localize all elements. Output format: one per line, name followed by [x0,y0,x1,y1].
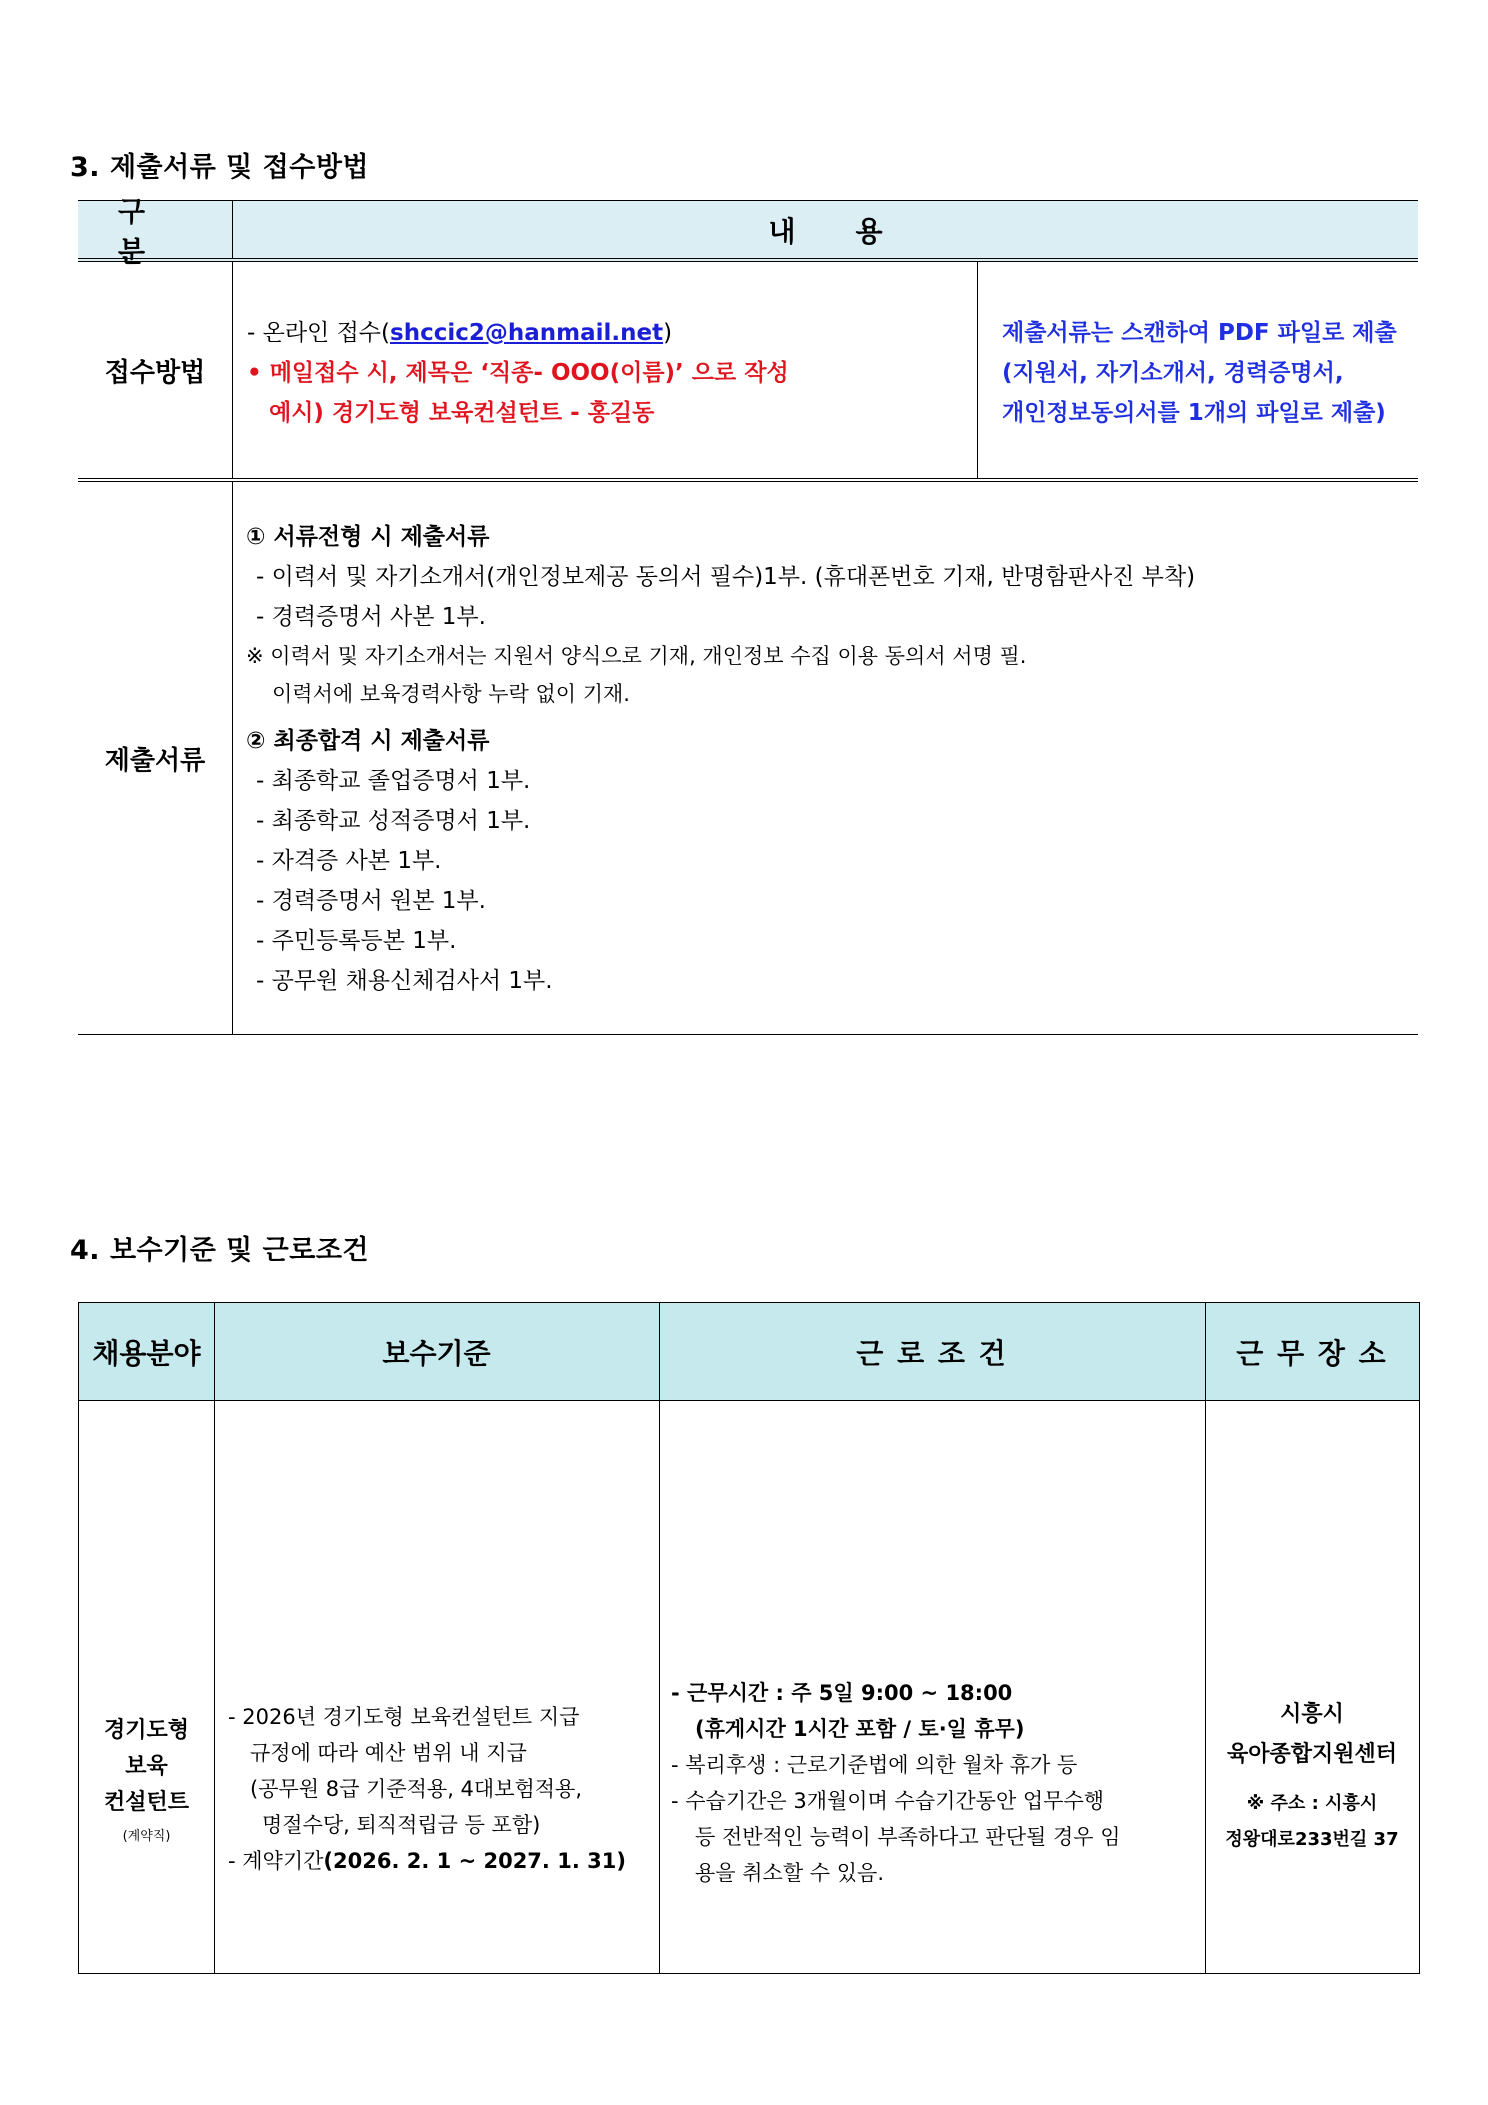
section3-title: 3. 제출서류 및 접수방법 [70,152,369,183]
group1-note: ※ 이력서 및 자기소개서는 지원서 양식으로 기재, 개인정보 수집 이용 동의서 서명 필. [246,644,1027,668]
pdf-note-2: (지원서, 자기소개서, 경력증명서, [1002,360,1344,386]
list-item: - 경력증명서 원본 1부. [256,888,486,914]
header-conditions: 근 로 조 건 [856,1337,1008,1370]
reception-label: 접수방법 [78,262,233,478]
documents-row [78,482,1418,1035]
header-field: 채용분야 [92,1337,201,1370]
table1-header [78,194,1418,268]
group1-note-2: 이력서에 보육경력사항 누락 없이 기재. [272,682,630,706]
header-location: 근 무 장 소 [1236,1337,1388,1370]
list-item: - 주민등록등본 1부. [256,928,457,954]
header-category: 구분 [78,201,233,258]
reception-details [233,262,978,478]
list-item: - 이력서 및 자기소개서(개인정보제공 동의서 필수)1부. (휴대폰번호 기재, 반명함판사진 부착) [256,564,1196,590]
pay-cell: - 2026년 경기도형 보육컨설턴트 지급 규정에 따라 예산 범위 내 지급 (공무원 8급 기준적용, 4대보험적용, 명절수당, 퇴직적립금 등 포함) - 계약기간(2026. 2. 1 ~ 2027. 1. 31) [228,1705,626,1873]
location-cell: 시흥시 육아종합지원센터 ※ 주소 : 시흥시 정왕대로233번길 37 [1225,1702,1399,1850]
conditions-cell: - 근무시간 : 주 5일 9:00 ~ 18:00 (휴게시간 1시간 포함 / 토·일 휴무) - 복리후생 : 근로기준법에 의한 월차 휴가 등 - 수습기간은 3개월이며 수습기간동안 업무수행 등 전반적인 능력이 부족하다고 판단될 경우 임 용을 취소할 수 있음. [671,1681,1121,1885]
field-cell: 경기도형 보육 컨설턴트 (계약직) [103,1718,189,1844]
email-subject-rule: • 메일접수 시, 제목은 ‘직종- OOO(이름)’ 으로 작성 [247,360,789,386]
group1-title: ① 서류전형 시 제출서류 [246,524,490,550]
table2 [78,1302,1420,1974]
online-reception: - 온라인 접수(shccic2@hanmail.net) [247,320,673,346]
list-item: - 경력증명서 사본 1부. [256,604,486,630]
header-pay: 보수기준 [382,1337,491,1370]
subject-example: 예시) 경기도형 보육컨설턴트 - 홍길동 [269,400,655,426]
pdf-note-3: 개인정보동의서를 1개의 파일로 제출) [1002,400,1386,426]
list-item: - 자격증 사본 1부. [256,848,442,874]
reception-row [78,262,1418,482]
documents-label: 제출서류 [78,482,233,1034]
header-content: 내용 [768,214,943,248]
email-link[interactable]: shccic2@hanmail.net [390,320,664,346]
pdf-note-1: 제출서류는 스캔하여 PDF 파일로 제출 [1002,320,1397,346]
section4-title: 4. 보수기준 및 근로조건 [70,1235,369,1266]
list-item: - 공무원 채용신체검사서 1부. [256,968,553,994]
list-item: - 최종학교 성적증명서 1부. [256,808,531,834]
list-item: - 최종학교 졸업증명서 1부. [256,768,531,794]
group2-title: ② 최종합격 시 제출서류 [246,728,490,754]
